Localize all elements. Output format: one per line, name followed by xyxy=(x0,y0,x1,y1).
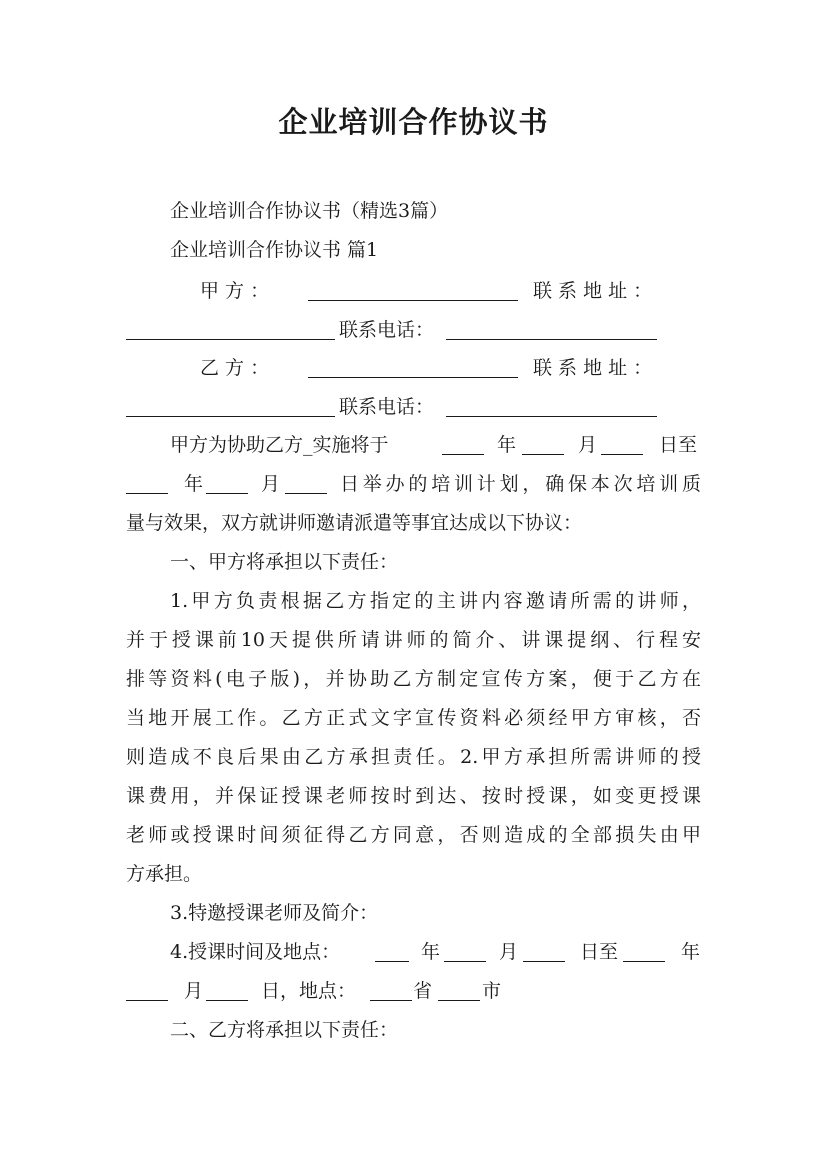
year-label: 年 xyxy=(421,941,441,963)
month-label: 月 xyxy=(578,434,598,456)
intro-text: 量与效果，双方就讲师邀请派遣等事宜达成以下协议： xyxy=(126,512,583,534)
blank xyxy=(285,471,327,494)
party-b-address-blank xyxy=(126,394,335,417)
party-b-blank xyxy=(308,355,518,378)
blank xyxy=(442,432,484,455)
party-a-label: 甲 方 ： xyxy=(200,280,270,302)
clause-line: 老师或授课时间须征得乙方同意，否则造成的全部损失由甲 xyxy=(126,824,701,846)
party-b-label: 乙 方 ： xyxy=(200,357,270,379)
clause-line: 1.甲方负责根据乙方指定的主讲内容邀请所需的讲师， xyxy=(170,590,701,612)
blank xyxy=(206,978,248,1001)
clause-line: 排等资料(电子版)，并协助乙方制定宣传方案，便于乙方在 xyxy=(126,668,701,690)
party-b-phone-blank xyxy=(446,394,657,417)
section1-heading: 一、甲方将承担以下责任： xyxy=(170,551,399,573)
party-a-phone-blank xyxy=(446,317,657,340)
blank xyxy=(438,978,480,1001)
day-to-label: 日至 xyxy=(580,941,619,963)
party-a-blank xyxy=(308,278,518,301)
party-b-phone-label: 联系电话： xyxy=(339,396,435,418)
party-a-address-label: 联 系 地 址 ： xyxy=(533,280,653,302)
month-label: 月 xyxy=(184,980,204,1002)
blank xyxy=(523,939,565,962)
month-label: 月 xyxy=(261,473,281,495)
document-title: 企业培训合作协议书 xyxy=(278,105,549,139)
day-to-label: 日至 xyxy=(659,434,698,456)
month-label: 月 xyxy=(499,941,519,963)
party-a-phone-label: 联系电话： xyxy=(339,319,435,341)
section-heading: 企业培训合作协议书 篇1 xyxy=(170,239,379,261)
blank xyxy=(601,432,643,455)
clause-line: 当地开展工作。乙方正式文字宣传资料必须经甲方审核，否 xyxy=(126,707,701,729)
year-label: 年 xyxy=(681,941,701,963)
day-place-label: 日，地点： xyxy=(261,980,357,1002)
clause-line: 则造成不良后果由乙方承担责任。2.甲方承担所需讲师的授 xyxy=(126,746,701,768)
blank xyxy=(370,978,412,1001)
document-subtitle: 企业培训合作协议书（精选3篇） xyxy=(170,200,449,222)
city-label: 市 xyxy=(482,980,502,1002)
clause-line: 方承担。 xyxy=(126,863,203,885)
clause3: 3.特邀授课老师及简介： xyxy=(170,902,379,924)
blank xyxy=(623,939,665,962)
blank xyxy=(444,939,486,962)
blank xyxy=(206,471,248,494)
blank xyxy=(375,939,409,962)
year-label: 年 xyxy=(184,473,204,495)
blank xyxy=(522,432,564,455)
year-label: 年 xyxy=(497,434,517,456)
blank xyxy=(126,471,168,494)
blank xyxy=(126,978,168,1001)
province-label: 省 xyxy=(413,980,433,1002)
party-a-address-blank xyxy=(126,317,335,340)
party-b-address-label: 联 系 地 址 ： xyxy=(533,357,653,379)
clause-line: 课费用，并保证授课老师按时到达、按时授课，如变更授课 xyxy=(126,785,701,807)
intro-text: 日举办的培训计划，确保本次培训质 xyxy=(340,473,701,495)
clause4-label: 4.授课时间及地点： xyxy=(170,941,341,963)
clause-line: 并于授课前10天提供所请讲师的简介、讲课提纲、行程安 xyxy=(126,629,701,651)
intro-text: 甲方为协助乙方_实施将于 xyxy=(170,434,389,456)
section2-heading: 二、乙方将承担以下责任： xyxy=(170,1019,399,1041)
